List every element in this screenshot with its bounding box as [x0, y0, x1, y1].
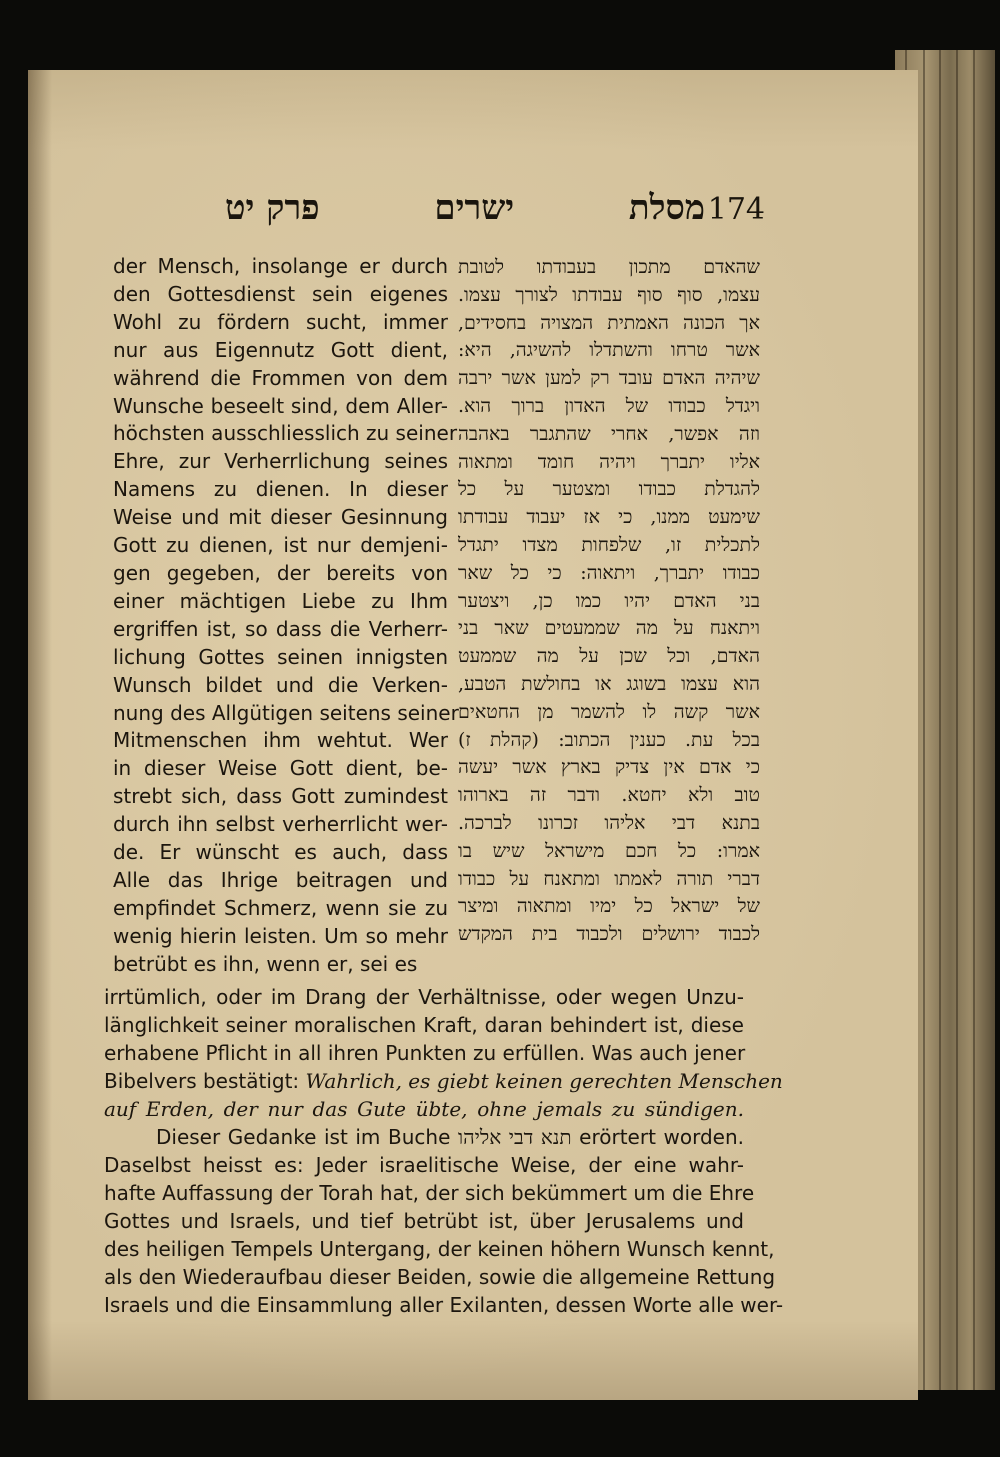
german-line: nung des Allgütigen seitens seiner — [113, 700, 459, 725]
hebrew-line: עצמו, סוף סוף עבודתו לצורך עצמו. — [458, 283, 760, 306]
german-line: während die Frommen von dem — [113, 365, 448, 390]
hebrew-line: דברי תורה לאמתו ומתאנח על כבודו — [458, 867, 760, 890]
german-line: Namens zu dienen. In dieser — [113, 477, 448, 502]
hebrew-line: של ישראל כל ימיו ומתאוה ומיצר — [458, 895, 760, 918]
german-line: Wunsche beseelt sind, dem Aller- — [113, 393, 448, 418]
hebrew-line: שימעט ממנו, כי אז יעבוד עבודתו — [458, 506, 760, 529]
hebrew-line: אך הכונה האמתית המצויה בחסידים, — [458, 311, 760, 334]
german-line: Mitmenschen ihm wehtut. Wer — [113, 728, 448, 753]
german-line: Gott zu dienen, ist nur demjeni- — [113, 533, 448, 558]
hebrew-line: ויגדל כבודו של האדון ברוך הוא. — [458, 394, 760, 417]
hebrew-column — [458, 254, 760, 949]
german-line: de. Er wünscht es auch, dass — [113, 840, 448, 865]
german-line: Ehre, zur Verherrlichung seines — [113, 449, 448, 474]
hebrew-line: לכבוד ירושלים ולכבוד בית המקדש — [458, 923, 760, 946]
hebrew-line: בני האדם יהיו כמו כן, ויצטער — [458, 589, 760, 612]
text-line — [104, 1095, 744, 1123]
german-line: der Mensch, insolange er durch — [113, 254, 448, 278]
hebrew-line: טוב ולא יחטא. ודבר זה בארוהו — [458, 784, 760, 807]
german-line: nur aus Eigennutz Gott dient, — [113, 337, 448, 362]
hebrew-line: לתכלית זו, שלפחות מצדו יתגדל — [458, 533, 760, 556]
text-line: irrtümlich, oder im Drang der Verhältnisse, oder wegen Unzu- — [104, 985, 744, 1009]
hebrew-line: אשר קשה לו להשמר מן החטאים — [458, 700, 760, 723]
german-line: ergriffen ist, so dass die Verherr- — [113, 616, 448, 641]
text-line: erhabene Pflicht in all ihren Punkten zu erfüllen. Was auch jener — [104, 1041, 746, 1065]
german-column — [113, 253, 459, 979]
german-line: Wohl zu fördern sucht, immer — [113, 309, 448, 334]
german-line: Wunsch bildet und die Verken- — [113, 672, 448, 697]
text-line: Israels und die Einsammlung aller Exilanten, dessen Worte alle wer- — [104, 1293, 784, 1317]
title-part-3: פרק יט — [225, 188, 320, 228]
hebrew-line: בתנא דבי אליהו זכרונו לברכה. — [458, 811, 760, 834]
german-line: gen gegeben, der bereits von — [113, 560, 448, 585]
title-part-1: מסלת — [628, 188, 705, 228]
german-line: einer mächtigen Liebe zu Ihm — [113, 588, 448, 613]
text-line: länglichkeit seiner moralischen Kraft, daran behindert ist, diese — [104, 1013, 744, 1037]
hebrew-line: הוא עצמו בשוגג או בחולשת הטבע, — [458, 672, 760, 695]
page-header — [225, 188, 765, 238]
hebrew-line: בכל עת. כענין הכתוב: (קהלת ז) — [458, 728, 760, 751]
german-line: höchsten ausschliesslich zu seiner — [113, 421, 458, 446]
german-line: den Gottesdienst sein eigenes — [113, 281, 448, 306]
german-line: betrübt es ihn, wenn er, sei es — [113, 951, 418, 976]
page-number: 174 — [707, 192, 765, 227]
german-line: lichung Gottes seinen innigsten — [113, 644, 448, 669]
hebrew-line: אשר טרחו והשתדלו להשיגה, היא: — [458, 339, 760, 362]
text-span: Bibelvers bestätigt: — [104, 1069, 300, 1093]
text-line: Daselbst heisst es: Jeder israelitische Weise, der eine wahr- — [104, 1153, 744, 1177]
german-line: durch ihn selbst verherrlicht wer- — [113, 812, 448, 837]
hebrew-line: האדם, וכל שכן על מה שממעט — [458, 645, 760, 668]
text-line: als den Wiederaufbau dieser Beiden, sowie die allgemeine Rettung — [104, 1265, 776, 1289]
text-line — [104, 1123, 744, 1151]
text-line: hafte Auffassung der Torah hat, der sich bekümmert um die Ehre — [104, 1181, 755, 1205]
hebrew-line: אליו יתברך ויהיה חומד ומתאוה — [458, 450, 760, 473]
text-line: des heiligen Tempels Untergang, der keinen höhern Wunsch kennt, — [104, 1237, 775, 1261]
german-line: strebt sich, dass Gott zumindest — [113, 784, 448, 809]
german-line: in dieser Weise Gott dient, be- — [113, 756, 448, 781]
hebrew-line: כבודו יתברך, ויתאוה: כי כל שאר — [458, 561, 760, 584]
german-line: Alle das Ihrige beitragen und — [113, 867, 448, 892]
bible-quote: Wahrlich, es giebt keinen gerechten Menschen — [305, 1069, 783, 1093]
text-line: Gottes und Israels, und tief betrübt ist, über Jerusalems und — [104, 1209, 744, 1233]
text-line — [104, 1067, 783, 1095]
bible-quote: auf Erden, der nur das Gute übte, ohne jemals zu sündigen. — [104, 1097, 744, 1121]
hebrew-line: שיהיה האדם עובד רק למען אשר ירבה — [458, 367, 760, 390]
hebrew-book-title: תנא דבי אליהו — [457, 1125, 572, 1149]
hebrew-line: כי אדם אין צדיק בארץ אשר יעשה — [458, 756, 760, 779]
full-width-text — [104, 983, 784, 1319]
german-line: Weise und mit dieser Gesinnung — [113, 505, 448, 530]
german-line: wenig hierin leisten. Um so mehr — [113, 923, 448, 948]
text-span: Dieser Gedanke ist im Buche — [156, 1125, 451, 1149]
hebrew-line: להגדלת כבודו ומצטער על כל — [458, 478, 760, 501]
running-title — [225, 188, 705, 228]
hebrew-line: שהאדם מתכון בעבודתו לטובת — [458, 256, 760, 278]
hebrew-line: ויתאנח על מה שממעטים שאר בני — [458, 617, 760, 640]
text-span: erörtert worden. — [579, 1125, 744, 1149]
page-spine-shadow — [28, 70, 52, 1400]
title-part-2: ישרים — [434, 188, 515, 228]
hebrew-line: וזה אפשר, אחרי שהתגבר באהבה — [458, 422, 760, 445]
hebrew-line: אמרו: כל חכם מישראל שיש בו — [458, 839, 760, 862]
german-line: empfindet Schmerz, wenn sie zu — [113, 895, 448, 920]
